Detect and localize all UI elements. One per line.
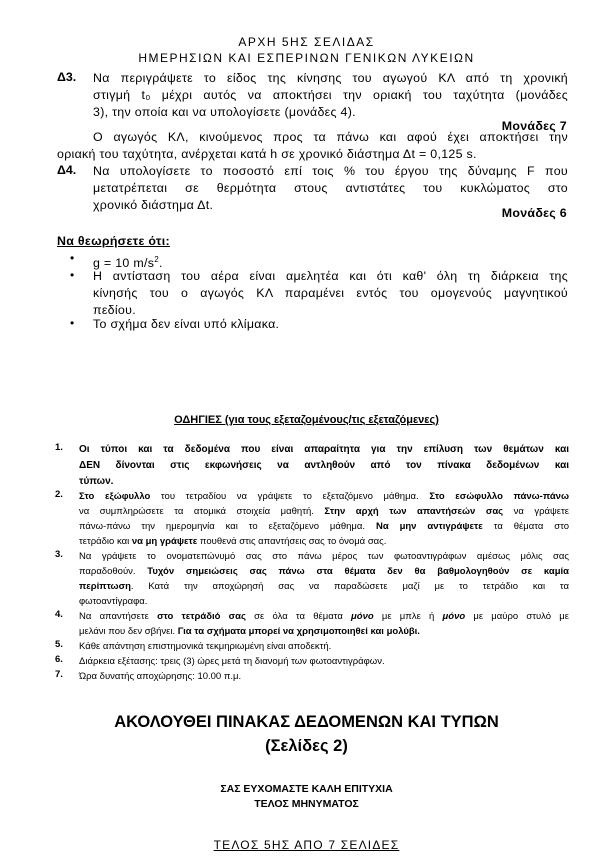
instruction-number: 1. — [55, 442, 63, 453]
intro-paragraph — [57, 129, 568, 163]
bold-italic-span: μόνο — [351, 611, 374, 622]
bold-span: περίπτωση — [79, 581, 131, 592]
assumption-scale: Το σχήμα δεν είναι υπό κλίμακα. — [93, 317, 280, 331]
text-line: κίνησής του ο αγωγός ΚΛ παραμένει εντός του ομογενούς μαγνητικού — [93, 286, 568, 300]
instructions-title: ΟΔΗΓΙΕΣ (για τους εξεταζομένους/τις εξεταζόμενες) — [174, 414, 439, 426]
text-line: μετατρέπεται σε θερμότητα στους αντιστάτες του κυκλώματος στο — [93, 181, 568, 195]
page-footer — [0, 838, 613, 852]
page-footer-text: ΤΕΛΟΣ 5ΗΣ ΑΠΟ 7 ΣΕΛΙΔΕΣ — [213, 838, 400, 852]
text-line — [79, 609, 569, 624]
text-span: πουθενά στις απαντήσεις σας το όνομά σας. — [197, 536, 387, 547]
text-line: οριακή του ταχύτητα, ανέρχεται κατά h σε χρονικό διάστημα Δt = 0,125 s. — [57, 147, 477, 161]
text-line: Να γράψετε το ονοματεπώνυμό σας στο πάνω μέρος των φωτοαντιγράφων αμέσως μόλις σας — [79, 551, 569, 562]
bold-span: Να μην αντιγράψετε — [375, 521, 483, 532]
text-line — [79, 519, 569, 534]
instruction-number: 7. — [55, 669, 63, 680]
question-d3-text — [93, 70, 568, 121]
instruction-number: 2. — [55, 489, 63, 500]
text-line: στιγμή t₀ μέχρι αυτός να αποκτήσει την οριακή του ταχύτητα (μονάδες — [93, 88, 568, 102]
assumption-air — [93, 268, 568, 319]
text-span: τα θέματα στο — [482, 521, 569, 532]
bold-span: να μη γράψετε — [131, 536, 198, 547]
good-luck-wish: ΣΑΣ ΕΥΧΟΜΑΣΤΕ ΚΑΛΗ ΕΠΙΤΥΧΙΑ — [220, 783, 393, 795]
bullet-icon: • — [70, 268, 75, 282]
text-line — [79, 579, 569, 594]
instruction-number: 3. — [55, 549, 63, 560]
text-line: χρονικό διάστημα Δt. — [93, 198, 214, 212]
gravity-value: g = 10 m/s — [93, 256, 155, 271]
page-header-school: ΗΜΕΡΗΣΙΩΝ ΚΑΙ ΕΣΠΕΡΙΝΩΝ ΓΕΝΙΚΩΝ ΛΥΚΕΙΩΝ — [138, 51, 475, 65]
text-line — [79, 504, 569, 519]
question-d3-label: Δ3. — [57, 70, 77, 84]
end-of-message: ΤΕΛΟΣ ΜΗΝΥΜΑΤΟΣ — [254, 798, 359, 810]
bold-span: Στο εσώφυλλο πάνω-πάνω — [429, 491, 569, 502]
text-line: 3), την οποία και να υπολογίσετε (μονάδες 4). — [93, 105, 356, 119]
text-span: . Κατά την αποχώρησή σας να παραδώσετε μαζί με το τετράδιο και τα — [130, 581, 569, 592]
text-line: τύπων. — [79, 476, 114, 487]
question-d4-label: Δ4. — [57, 163, 77, 177]
bullet-icon: • — [70, 251, 75, 265]
instruction-number: 6. — [55, 654, 63, 665]
instruction-6: Διάρκεια εξέτασης: τρεις (3) ώρες μετά τη διανομή των φωτοαντιγράφων. — [79, 656, 385, 667]
instruction-number: 5. — [55, 639, 63, 650]
bold-italic-span: μόνο — [442, 611, 466, 622]
text-line — [79, 624, 569, 639]
text-line: Η αντίσταση του αέρα είναι αμελητέα και ότι καθ' όλη τη διάρκεια της — [93, 269, 568, 283]
text-span: μελάνι που δεν σβήνει. — [79, 626, 178, 637]
bullet-icon: • — [70, 316, 75, 330]
instruction-3 — [79, 549, 569, 609]
text-span: τετράδιο και — [79, 536, 132, 547]
bold-span: στο τετράδιό σας — [157, 611, 246, 622]
text-span: να συμπληρώσετε τα ατομικά στοιχεία μαθητή. — [79, 506, 325, 517]
instruction-4 — [79, 609, 569, 639]
bold-span: Τυχόν σημειώσεις σας πάνω στα θέματα δεν θα βαθμολογηθούν σε καμία — [147, 566, 570, 577]
text-span: Να απαντήσετε — [79, 611, 158, 622]
instruction-5: Κάθε απάντηση επιστημονικά τεκμηριωμένη είναι αποδεκτή. — [79, 641, 332, 652]
text-line: Να υπολογίσετε το ποσοστό επί τοις % του έργου της δύναμης F που — [93, 164, 568, 178]
text-line: Οι τύποι και τα δεδομένα που είναι απαραίτητα για την επίλυση των θεμάτων και — [79, 444, 569, 455]
assumptions-title: Να θεωρήσετε ότι: — [57, 234, 170, 248]
instruction-1 — [79, 442, 569, 490]
data-table-notice: ΑΚΟΛΟΥΘΕΙ ΠΙΝΑΚΑΣ ΔΕΔΟΜΕΝΩΝ ΚΑΙ ΤΥΠΩΝ — [114, 713, 499, 731]
text-line: φωτοαντίγραφα. — [79, 596, 148, 607]
text-line: ΔΕΝ δίνονται στις εκφωνήσεις να αντληθούν από τον πίνακα δεδομένων και — [79, 460, 569, 471]
text-span: πάνω-πάνω την ημερομηνία και το εξεταζόμενο μάθημα. — [79, 521, 376, 532]
page-header-start: ΑΡΧΗ 5ΗΣ ΣΕΛΙΔΑΣ — [238, 35, 375, 49]
instruction-number: 4. — [55, 609, 63, 620]
text-line — [79, 489, 569, 504]
gravity-exponent: 2 — [154, 255, 159, 264]
text-span: του τετραδίου να γράψετε το εξεταζόμενο μάθημα. — [150, 491, 430, 502]
text-line: Ο αγωγός ΚΛ, κινούμενος προς τα πάνω και αφού έχει αποκτήσει την — [93, 130, 568, 144]
bold-span: Για τα σχήματα μπορεί να χρησιμοποιηθεί και μολύβι. — [177, 626, 420, 637]
text-span: σε όλα τα θέματα — [245, 611, 352, 622]
text-span: παραδοθούν. — [79, 566, 148, 577]
text-line: Να περιγράψετε το είδος της κίνησης του αγωγού ΚΛ από τη χρονική — [93, 71, 568, 85]
bold-span: Στην αρχή των απαντήσεών σας — [324, 506, 504, 517]
gravity-period: . — [158, 256, 163, 271]
text-span: να γράψετε — [503, 506, 569, 517]
bold-span: Στο εξώφυλλο — [79, 491, 151, 502]
text-line — [79, 564, 569, 579]
d3-units: Μονάδες 7 — [501, 119, 567, 133]
d4-units: Μονάδες 6 — [501, 206, 567, 220]
data-table-pages: (Σελίδες 2) — [265, 737, 348, 755]
text-span: με μαύρο στυλό με — [465, 611, 569, 622]
text-line — [79, 534, 569, 549]
question-d4-text — [93, 163, 568, 214]
text-line: πεδίου. — [93, 303, 136, 317]
instruction-7: Ώρα δυνατής αποχώρησης: 10.00 π.μ. — [79, 671, 242, 682]
text-span: με μπλε ή — [373, 611, 443, 622]
instruction-2 — [79, 489, 569, 549]
